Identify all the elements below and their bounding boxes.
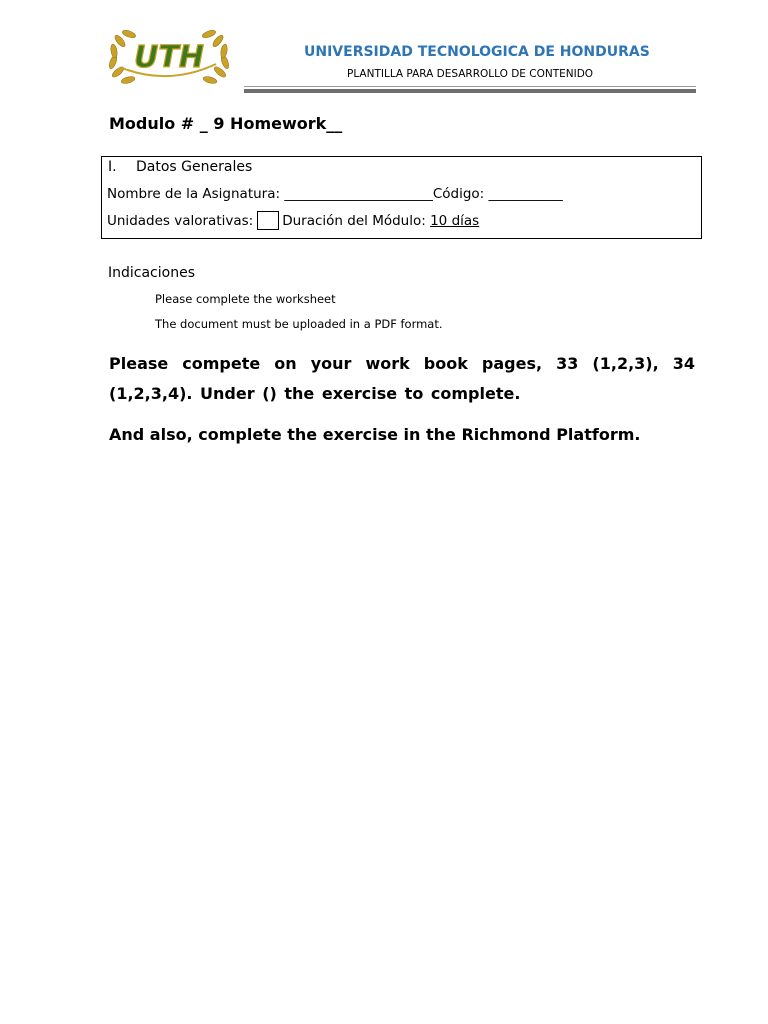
section-heading: Datos Generales bbox=[136, 159, 253, 175]
unidades-row bbox=[107, 211, 479, 230]
unidades-label: Unidades valorativas: bbox=[107, 212, 254, 229]
datos-generales-heading bbox=[108, 159, 252, 175]
university-name: UNIVERSIDAD TECNOLOGICA DE HONDURAS bbox=[304, 44, 650, 60]
header-rule-thin bbox=[244, 86, 696, 87]
template-name: PLANTILLA PARA DESARROLLO DE CONTENIDO bbox=[347, 68, 594, 80]
header-rule-thick bbox=[244, 89, 696, 93]
laurel-left-icon bbox=[108, 29, 137, 85]
instruction-paragraph-2: And also, complete the exercise in the Richmond Platform. bbox=[109, 425, 641, 444]
datos-generales-box bbox=[101, 156, 702, 239]
instruction-paragraph-1: Please compete on your work book pages, 33 (1,2,3), 34 (1,2,3,4). Under () the exercise to complete. bbox=[109, 354, 695, 403]
codigo-label: Código: ___________ bbox=[432, 186, 563, 202]
module-title: Modulo # _ 9 Homework__ bbox=[109, 114, 343, 133]
asignatura-row bbox=[107, 186, 563, 202]
logo-text: UTH bbox=[134, 40, 204, 75]
asignatura-label: Nombre de la Asignatura: ______________________ bbox=[107, 186, 433, 202]
indicaciones-item: Please complete the worksheet bbox=[155, 292, 336, 306]
indicaciones-title: Indicaciones bbox=[108, 265, 195, 281]
unidades-checkbox bbox=[257, 211, 279, 230]
duracion-value: 10 días bbox=[430, 212, 480, 229]
uth-logo bbox=[104, 26, 234, 90]
laurel-right-icon bbox=[201, 29, 230, 85]
indicaciones-item: The document must be uploaded in a PDF format. bbox=[155, 317, 443, 331]
section-number: I. bbox=[108, 159, 117, 175]
duracion-label: Duración del Módulo: bbox=[282, 212, 426, 229]
